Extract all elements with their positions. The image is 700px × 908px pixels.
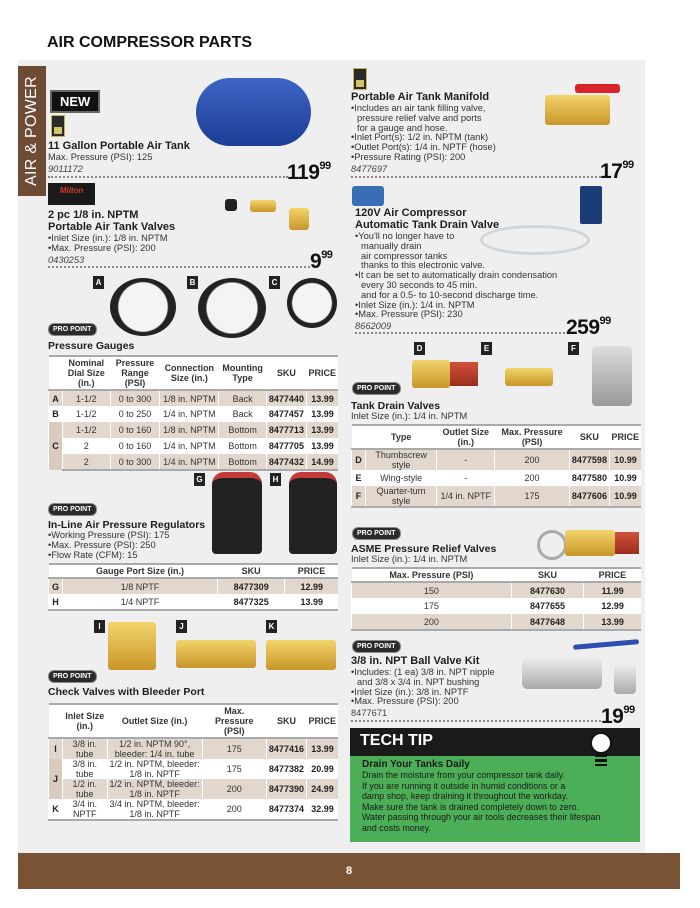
sku-cell: 8477440 bbox=[266, 390, 306, 406]
table-row bbox=[49, 578, 339, 594]
page-footer bbox=[18, 853, 680, 889]
product-spec: Max. Pressure (PSI): 125 bbox=[48, 152, 153, 162]
product-sku: 0430253 bbox=[48, 255, 85, 265]
manifold-image bbox=[545, 95, 610, 125]
product-title: 120V Air Compressor Automatic Tank Drain Valve bbox=[355, 207, 500, 231]
section-title: ASME Pressure Relief Valves bbox=[351, 543, 497, 555]
item-letter: E bbox=[352, 470, 366, 486]
product-specs: •Working Pressure (PSI): 175 •Max. Pressure (PSI): 250 •Flow Rate (CFM): 15 bbox=[48, 530, 170, 560]
drain-valves-table bbox=[351, 424, 641, 508]
item-label: G bbox=[194, 473, 205, 486]
column-header: Max. Pressure (PSI) bbox=[202, 704, 266, 738]
check-valve-image bbox=[266, 640, 336, 670]
regulator-image bbox=[212, 472, 262, 554]
spec-cell: 1/2 in. NPTM, bleeder: 1/8 in. NPTF bbox=[107, 779, 202, 799]
sku-cell: 8477705 bbox=[266, 438, 306, 454]
ring-image bbox=[537, 530, 567, 560]
spec-cell: 1/8 in. NPTM bbox=[160, 422, 219, 438]
pro-point-badge: PRO POINT bbox=[48, 670, 97, 683]
sku-cell: 8477382 bbox=[266, 759, 306, 779]
pro-point-badge: PRO POINT bbox=[352, 382, 401, 395]
spec-cell: 1/4 in. NPTM bbox=[160, 438, 219, 454]
spec-cell: 175 bbox=[202, 738, 266, 759]
ball-valve-image bbox=[522, 657, 602, 689]
brand-logo bbox=[352, 186, 384, 206]
item-label: F bbox=[568, 342, 579, 355]
product-price: $17^{99}$ bbox=[600, 159, 634, 183]
sku-cell: 8477598 bbox=[569, 449, 609, 470]
tech-tip-text: Drain the moisture from your compressor tank daily. If you are running it outside in humid conditions or a damp shop, keep draining it throughout the workday. Make sure the tank is drained completely down to zero. Water passing through your air tools decreases their lifespan and costs money. bbox=[362, 770, 601, 833]
pro-point-badge: PRO POINT bbox=[48, 323, 97, 336]
spec-cell: Bottom bbox=[219, 438, 267, 454]
spec-cell: - bbox=[437, 449, 495, 470]
divider bbox=[48, 266, 310, 268]
spec-cell: 0 to 300 bbox=[110, 390, 160, 406]
item-letter: C bbox=[49, 422, 63, 470]
product-specs: •You'll no longer have to manually drain air compressor tanks thanks to this electronic valve. •It can be set to automatically drain condensation every 30 seconds to 45 min. and for a 0.5- to 10-second discharge time. •Inlet Size (in.): 1/4 in. NPTM •Max. Pressure (PSI): 230 bbox=[355, 231, 558, 320]
drain-valve-thread-image bbox=[450, 362, 478, 386]
spec-cell: Quarter-turn style bbox=[366, 486, 437, 507]
powerfist-logo bbox=[353, 68, 367, 90]
spec-cell: 1/2 in. NPTM, bleeder: 1/8 in. NPTF bbox=[107, 759, 202, 779]
product-sku: 8477697 bbox=[351, 164, 388, 174]
table-row bbox=[49, 438, 339, 454]
spec-cell: 1-1/2 bbox=[63, 390, 111, 406]
item-letter: F bbox=[352, 486, 366, 507]
price-cell: 13.99 bbox=[306, 738, 338, 759]
item-letter: B bbox=[49, 406, 63, 422]
spec-cell: 1-1/2 bbox=[63, 422, 111, 438]
spec-cell: Back bbox=[219, 390, 267, 406]
price-cell: 10.99 bbox=[609, 486, 641, 507]
table-row bbox=[49, 779, 339, 799]
spec-cell: 0 to 160 bbox=[110, 422, 160, 438]
divider bbox=[355, 332, 565, 334]
valve-image bbox=[250, 200, 276, 212]
table-row bbox=[49, 422, 339, 438]
table-row bbox=[352, 598, 642, 614]
product-title: 11 Gallon Portable Air Tank bbox=[48, 140, 190, 152]
spec-cell: 1/4 NPTF bbox=[63, 594, 218, 610]
section-title: Pressure Gauges bbox=[48, 340, 135, 352]
lightbulb-icon bbox=[590, 732, 612, 754]
table-header-row bbox=[49, 564, 339, 578]
air-tank-image bbox=[196, 78, 311, 146]
sku-cell: 8477630 bbox=[511, 582, 584, 598]
sku-cell: 8477374 bbox=[266, 799, 306, 820]
table-row bbox=[49, 390, 339, 406]
spec-cell: 0 to 250 bbox=[110, 406, 160, 422]
gauge-image bbox=[287, 278, 337, 328]
sku-cell: 8477606 bbox=[569, 486, 609, 507]
section-subtitle: Inlet Size (in.): 1/4 in. NPTM bbox=[351, 554, 468, 564]
table-row bbox=[352, 470, 642, 486]
price-cell: 20.99 bbox=[306, 759, 338, 779]
column-header: PRICE bbox=[285, 564, 338, 578]
column-header: SKU bbox=[266, 704, 306, 738]
price-cell: 10.99 bbox=[609, 470, 641, 486]
gauge-image bbox=[198, 278, 266, 338]
section-title: Tank Drain Valves bbox=[351, 400, 441, 412]
table-row bbox=[49, 738, 339, 759]
price-cell: 13.99 bbox=[584, 614, 641, 630]
item-label: A bbox=[93, 276, 104, 289]
price-cell: 11.99 bbox=[584, 582, 641, 598]
item-letter: G bbox=[49, 578, 63, 594]
spec-cell: 2 bbox=[63, 438, 111, 454]
spec-cell: 1/8 NPTF bbox=[63, 578, 218, 594]
spec-cell: 150 bbox=[352, 582, 512, 598]
product-specs: •Inlet Size (in.): 1/8 in. NPTM •Max. Pressure (PSI): 200 bbox=[48, 233, 168, 253]
drain-controller-image bbox=[580, 186, 602, 224]
product-specs: •Includes: (1 ea) 3/8 in. NPT nipple and 3/8 x 3/4 in. NPT bushing •Inlet Size (in.): 3/8 in. NPTF •Max. Pressure (PSI): 200 bbox=[351, 667, 495, 707]
product-price: $19^{99}$ bbox=[601, 704, 635, 728]
column-header: PRICE bbox=[306, 704, 338, 738]
spec-cell: Thumbscrew style bbox=[366, 449, 437, 470]
sku-cell: 8477325 bbox=[217, 594, 284, 610]
item-letter: K bbox=[49, 799, 63, 820]
powerfist-logo bbox=[51, 115, 65, 137]
spec-cell: 175 bbox=[202, 759, 266, 779]
spec-cell: 175 bbox=[495, 486, 570, 507]
product-sku: 8477671 bbox=[351, 708, 388, 718]
check-valve-image bbox=[176, 640, 256, 668]
price-cell: 24.99 bbox=[306, 779, 338, 799]
column-header: Inlet Size (in.) bbox=[63, 704, 108, 738]
spec-cell: Wing-style bbox=[366, 470, 437, 486]
sku-cell: 8477580 bbox=[569, 470, 609, 486]
price-cell: 13.99 bbox=[306, 390, 338, 406]
divider bbox=[48, 176, 288, 178]
spec-cell: 3/8 in. tube bbox=[63, 759, 108, 779]
spec-cell: 0 to 300 bbox=[110, 454, 160, 470]
tech-tip-heading: Drain Your Tanks Daily bbox=[362, 759, 470, 770]
table-row bbox=[49, 406, 339, 422]
column-header bbox=[49, 704, 63, 738]
product-title: 2 pc 1/8 in. NPTM Portable Air Tank Valves bbox=[48, 209, 176, 233]
spec-cell: - bbox=[437, 470, 495, 486]
relief-valves-table bbox=[351, 567, 641, 631]
spec-cell: 3/4 in. NPTF bbox=[63, 799, 108, 820]
item-letter: J bbox=[49, 759, 63, 799]
table-header-row bbox=[49, 356, 339, 390]
section-subtitle: Inlet Size (in.): 1/4 in. NPTM bbox=[351, 411, 468, 421]
item-label: D bbox=[414, 342, 425, 355]
side-tab-label: AIR & POWER bbox=[23, 76, 40, 186]
table-row bbox=[49, 799, 339, 820]
spec-cell: 200 bbox=[202, 799, 266, 820]
spec-cell: 1-1/2 bbox=[63, 406, 111, 422]
sku-cell: 8477655 bbox=[511, 598, 584, 614]
item-letter: D bbox=[352, 449, 366, 470]
column-header: SKU bbox=[266, 356, 306, 390]
spec-cell: 175 bbox=[352, 598, 512, 614]
table-row bbox=[352, 614, 642, 630]
item-letter: H bbox=[49, 594, 63, 610]
column-header: Connection Size (in.) bbox=[160, 356, 219, 390]
table-header-row bbox=[352, 425, 642, 449]
pro-point-badge: PRO POINT bbox=[352, 640, 401, 653]
price-cell: 13.99 bbox=[306, 406, 338, 422]
table-row bbox=[49, 454, 339, 470]
page-title: AIR COMPRESSOR PARTS bbox=[47, 34, 253, 51]
check-valves-table bbox=[48, 703, 338, 821]
spec-cell: 3/4 in. NPTM, bleeder: 1/8 in. NPTF bbox=[107, 799, 202, 820]
column-header: PRICE bbox=[584, 568, 641, 582]
milton-logo: Milton bbox=[48, 183, 95, 205]
spec-cell: 1/2 in. NPTM 90°, bleeder: 1/4 in. tube bbox=[107, 738, 202, 759]
product-title: Portable Air Tank Manifold bbox=[351, 91, 490, 103]
spec-cell: 1/2 in. tube bbox=[63, 779, 108, 799]
price-cell: 13.99 bbox=[285, 594, 338, 610]
price-cell: 32.99 bbox=[306, 799, 338, 820]
spec-cell: 200 bbox=[202, 779, 266, 799]
section-title: Check Valves with Bleeder Port bbox=[48, 686, 205, 698]
gauges-table bbox=[48, 355, 338, 471]
relief-valve-image bbox=[565, 530, 615, 556]
item-letter: I bbox=[49, 738, 63, 759]
drain-valve-image bbox=[505, 368, 553, 386]
column-header bbox=[352, 425, 366, 449]
new-badge: NEW bbox=[50, 90, 100, 113]
tech-tip-header: TECH TIP bbox=[350, 728, 640, 756]
table-row bbox=[352, 486, 642, 507]
item-label: J bbox=[176, 620, 187, 633]
valve-cap-image bbox=[225, 199, 237, 211]
spec-cell: Bottom bbox=[219, 454, 267, 470]
sku-cell: 8477648 bbox=[511, 614, 584, 630]
product-sku: 9011172 bbox=[48, 164, 83, 174]
column-header: SKU bbox=[217, 564, 284, 578]
price-cell: 12.99 bbox=[584, 598, 641, 614]
regulator-image bbox=[289, 472, 337, 554]
column-header: SKU bbox=[569, 425, 609, 449]
relief-valve-thread-image bbox=[615, 532, 639, 554]
item-label: C bbox=[269, 276, 280, 289]
product-price: $259^{99}$ bbox=[566, 315, 611, 339]
item-label: K bbox=[266, 620, 277, 633]
sku-cell: 8477432 bbox=[266, 454, 306, 470]
manifold-handle-image bbox=[575, 84, 620, 93]
sku-cell: 8477457 bbox=[266, 406, 306, 422]
column-header: Max. Pressure (PSI) bbox=[495, 425, 570, 449]
price-cell: 10.99 bbox=[609, 449, 641, 470]
spec-cell: 1/4 in. NPTM bbox=[160, 406, 219, 422]
tech-tip-body bbox=[350, 756, 640, 842]
column-header: Type bbox=[366, 425, 437, 449]
price-cell: 13.99 bbox=[306, 422, 338, 438]
column-header bbox=[49, 356, 63, 390]
spec-cell: 2 bbox=[63, 454, 111, 470]
table-header-row bbox=[352, 568, 642, 582]
product-sku: 8662009 bbox=[355, 321, 392, 331]
category-side-tab bbox=[18, 66, 46, 196]
column-header: Gauge Port Size (in.) bbox=[63, 564, 218, 578]
price-cell: 14.99 bbox=[306, 454, 338, 470]
drain-valve-image bbox=[592, 346, 632, 406]
item-letter: A bbox=[49, 390, 63, 406]
price-cell: 13.99 bbox=[306, 438, 338, 454]
item-label: I bbox=[94, 620, 105, 633]
divider bbox=[351, 176, 601, 178]
item-label: H bbox=[270, 473, 281, 486]
table-row bbox=[352, 449, 642, 470]
item-label: E bbox=[481, 342, 492, 355]
regulators-table bbox=[48, 563, 338, 611]
section-title: In-Line Air Pressure Regulators bbox=[48, 519, 206, 531]
bushing-image bbox=[614, 664, 636, 694]
pro-point-badge: PRO POINT bbox=[352, 527, 401, 540]
table-header-row bbox=[49, 704, 339, 738]
table-row bbox=[49, 759, 339, 779]
column-header: Nominal Dial Size (in.) bbox=[63, 356, 111, 390]
divider bbox=[351, 720, 601, 722]
column-header: PRICE bbox=[306, 356, 338, 390]
sku-cell: 8477309 bbox=[217, 578, 284, 594]
check-valve-image bbox=[108, 622, 156, 670]
spec-cell: Back bbox=[219, 406, 267, 422]
spec-cell: 3/8 in. tube bbox=[63, 738, 108, 759]
column-header: PRICE bbox=[609, 425, 641, 449]
product-price: $9^{99}$ bbox=[310, 249, 333, 273]
column-header: Outlet Size (in.) bbox=[437, 425, 495, 449]
pro-point-badge: PRO POINT bbox=[48, 503, 97, 516]
column-header: Max. Pressure (PSI) bbox=[352, 568, 512, 582]
gauge-image bbox=[110, 278, 176, 336]
table-row bbox=[352, 582, 642, 598]
column-header: Pressure Range (PSI) bbox=[110, 356, 160, 390]
column-header: Mounting Type bbox=[219, 356, 267, 390]
product-specs: •Includes an air tank filling valve, pressure relief valve and ports for a gauge and hose. •Inlet Port(s): 1/2 in. NPTM (tank) •Outlet Port(s): 1/4 in. NPTF (hose) •Pressure Rating (PSI): 200 bbox=[351, 103, 496, 162]
item-label: B bbox=[187, 276, 198, 289]
lightbulb-base-icon bbox=[595, 754, 607, 766]
spec-cell: 1/8 in. NPTM bbox=[160, 390, 219, 406]
sku-cell: 8477416 bbox=[266, 738, 306, 759]
column-header bbox=[49, 564, 63, 578]
sku-cell: 8477390 bbox=[266, 779, 306, 799]
spec-cell: 0 to 160 bbox=[110, 438, 160, 454]
spec-cell: 1/4 in. NPTF bbox=[437, 486, 495, 507]
valve-image bbox=[289, 208, 309, 230]
drain-valve-image bbox=[412, 360, 450, 388]
page-number: 8 bbox=[345, 865, 353, 877]
spec-cell: 1/4 in. NPTM bbox=[160, 454, 219, 470]
column-header: SKU bbox=[511, 568, 584, 582]
spec-cell: Bottom bbox=[219, 422, 267, 438]
product-title: 3/8 in. NPT Ball Valve Kit bbox=[351, 655, 480, 667]
spec-cell: 200 bbox=[495, 470, 570, 486]
column-header: Outlet Size (in.) bbox=[107, 704, 202, 738]
table-row bbox=[49, 594, 339, 610]
spec-cell: 200 bbox=[495, 449, 570, 470]
price-cell: 12.99 bbox=[285, 578, 338, 594]
spec-cell: 200 bbox=[352, 614, 512, 630]
sku-cell: 8477713 bbox=[266, 422, 306, 438]
product-price: $119^{99}$ bbox=[287, 160, 331, 184]
